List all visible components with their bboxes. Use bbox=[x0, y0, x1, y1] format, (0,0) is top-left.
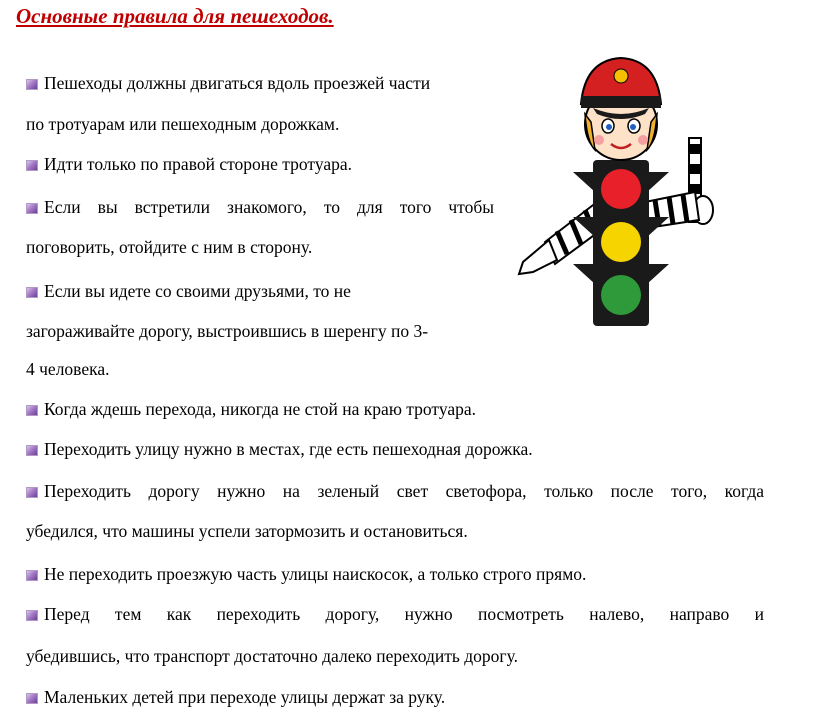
rule-5-line-1: Когда ждешь перехода, никогда не стой на краю тротуара. bbox=[26, 398, 764, 420]
rule-10-line-1: Маленьких детей при переходе улицы держат за руку. bbox=[26, 686, 764, 708]
rule-3-line-1: Если вы встретили знакомого, то для того чтобы bbox=[26, 196, 494, 218]
traffic-light-character-illustration bbox=[515, 52, 735, 332]
character-head bbox=[581, 58, 661, 160]
bullet-icon bbox=[26, 160, 38, 171]
page-title: Основные правила для пешеходов. bbox=[16, 4, 334, 28]
bullet-icon bbox=[26, 570, 38, 581]
bullet-icon bbox=[26, 610, 38, 621]
rule-9-line-2: убедившись, что транспорт достаточно далеко переходить дорогу. bbox=[26, 646, 518, 666]
rule-4-line-2: загораживайте дорогу, выстроившись в шеренгу по 3- bbox=[26, 321, 429, 341]
rule-9-line-1: Перед тем как переходить дорогу, нужно посмотреть налево, направо и bbox=[26, 603, 764, 625]
green-light bbox=[601, 275, 641, 315]
rule-3-line-2: поговорить, отойдите с ним в сторону. bbox=[26, 237, 313, 257]
left-arm bbox=[519, 202, 601, 274]
yellow-light bbox=[601, 222, 641, 262]
rule-4-line-3: 4 человека. bbox=[26, 359, 110, 379]
bullet-icon bbox=[26, 79, 38, 90]
bullet-icon bbox=[26, 287, 38, 298]
rule-7-line-1: Переходить дорогу нужно на зеленый свет светофора, только после того, когда bbox=[26, 480, 764, 502]
rule-1-line-1: Пешеходы должны двигаться вдоль проезжей части bbox=[26, 72, 494, 94]
rule-6-line-1: Переходить улицу нужно в местах, где есть пешеходная дорожка. bbox=[26, 438, 764, 460]
rule-4-line-1: Если вы идете со своими друзьями, то не bbox=[26, 280, 494, 302]
bullet-icon bbox=[26, 203, 38, 214]
rule-8-line-1: Не переходить проезжую часть улицы наискосок, а только строго прямо. bbox=[26, 563, 764, 585]
rule-7-line-2: убедился, что машины успели затормозить и остановиться. bbox=[26, 521, 468, 541]
rule-1-line-2: по тротуарам или пешеходным дорожкам. bbox=[26, 114, 340, 134]
bullet-icon bbox=[26, 487, 38, 498]
bullet-icon bbox=[26, 405, 38, 416]
rule-2-line-1: Идти только по правой стороне тротуара. bbox=[26, 153, 494, 175]
bullet-icon bbox=[26, 693, 38, 704]
bullet-icon bbox=[26, 445, 38, 456]
red-light bbox=[601, 169, 641, 209]
